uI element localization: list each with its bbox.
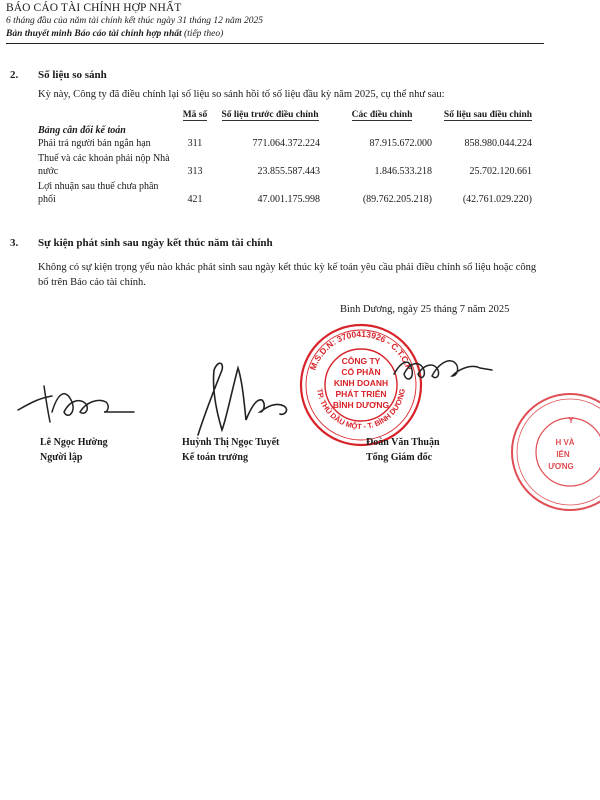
section-2-title: Số liệu so sánh: [38, 69, 107, 81]
signature-preparer: [14, 372, 164, 432]
col-header-adjustments: Các điều chỉnh: [351, 110, 413, 120]
row-code: 313: [187, 165, 203, 177]
table-row: [38, 138, 538, 151]
report-subtitle-suffix: (tiếp theo): [184, 29, 224, 39]
row-adjustments: (89.762.205.218): [362, 193, 432, 205]
table-header-blank: [38, 110, 176, 121]
general-director-name: Đoàn Văn Thuận: [366, 437, 440, 448]
row-code: 311: [187, 137, 203, 149]
report-subtitle-main: Bản thuyết minh Báo cáo tài chính hợp nhất: [6, 29, 182, 39]
svg-text:ƯƠNG: ƯƠNG: [548, 462, 574, 471]
row-after: 25.702.120.661: [469, 165, 532, 177]
table-row: [38, 150, 538, 178]
col-header-after: Số liệu sau điều chỉnh: [443, 110, 533, 120]
report-title: BÁO CÁO TÀI CHÍNH HỢP NHẤT: [6, 2, 182, 14]
svg-text:H VÀ: H VÀ: [555, 438, 575, 447]
svg-text:KINH DOANH: KINH DOANH: [333, 378, 389, 388]
row-before: 23.855.587.443: [257, 165, 320, 177]
row-label: Thuế và các khoản phải nộp Nhà nước: [38, 153, 170, 177]
col-header-code: Mã số: [182, 110, 208, 120]
section-2-number: 2.: [10, 69, 19, 81]
row-before: 47.001.175.998: [257, 193, 320, 205]
svg-text:CÔNG TY: CÔNG TY: [341, 356, 381, 366]
row-before: 771.064.372.224: [252, 137, 320, 149]
report-period: 6 tháng đầu của năm tài chính kết thúc ngày 31 tháng 12 năm 2025: [6, 16, 263, 26]
section-3-number: 3.: [10, 237, 19, 249]
row-label: Lợi nhuận sau thuế chưa phân phối: [38, 181, 159, 205]
preparer-name: Lê Ngọc Hường: [40, 437, 108, 448]
general-director-role: Tổng Giám đốc: [366, 452, 433, 463]
header-rule: [6, 43, 544, 44]
place-and-date: Bình Dương, ngày 25 tháng 7 năm 2025: [340, 304, 510, 315]
chief-accountant-role: Kế toán trưởng: [182, 452, 248, 463]
signature-chief-accountant: [178, 350, 308, 445]
section-3-title: Sự kiện phát sinh sau ngày kết thúc năm tài chính: [38, 237, 273, 249]
col-header-before: Số liệu trước điều chỉnh: [221, 110, 319, 120]
table-row: [38, 178, 538, 206]
row-adjustments: 87.915.672.000: [369, 137, 432, 149]
row-after: (42.761.029.220): [462, 193, 532, 205]
row-adjustments: 1.846.533.218: [374, 165, 432, 177]
comparison-table: [38, 110, 538, 206]
svg-text:BÌNH DƯƠNG: BÌNH DƯƠNG: [332, 400, 390, 410]
row-code: 421: [187, 193, 203, 205]
report-subtitle: [6, 29, 223, 39]
chief-accountant-name: Huỳnh Thị Ngọc Tuyết: [182, 437, 280, 448]
preparer-role: Người lập: [40, 452, 83, 463]
svg-text:PHÁT TRIỂN: PHÁT TRIỂN: [335, 389, 387, 399]
row-label: Phải trả người bán ngắn hạn: [38, 137, 151, 149]
table-group-label: Bảng cân đối kế toán: [38, 125, 126, 136]
signature-general-director: [388, 340, 498, 390]
svg-text:TP. THỦ DẦU MỘT - T. BÌNH DƯƠN: TP. THỦ DẦU MỘT - T. BÌNH DƯƠNG: [315, 387, 407, 432]
company-seal-partial: [505, 385, 600, 520]
row-after: 858.980.044.224: [464, 137, 532, 149]
svg-text:CỔ PHẦN: CỔ PHẦN: [341, 367, 381, 377]
svg-text:Y: Y: [568, 416, 574, 425]
section-2-intro: Kỳ này, Công ty đã điều chỉnh lại số liệu so sánh hồi tố số liệu đầu kỳ năm 2025, cụ thể như sau:: [38, 89, 445, 100]
svg-text:IỂN: IỂN: [556, 450, 570, 459]
section-3-body: Không có sự kiện trọng yếu nào khác phát sinh sau ngày kết thúc kỳ kế toán yêu cầu phải điều chỉnh số liệu hoặc công bố trên Báo cáo tài chính.: [38, 262, 537, 288]
svg-text:M.S.D.N: 3700413926 - C.T.C.P: M.S.D.N: 3700413926 - C.T.C.P: [307, 328, 415, 372]
